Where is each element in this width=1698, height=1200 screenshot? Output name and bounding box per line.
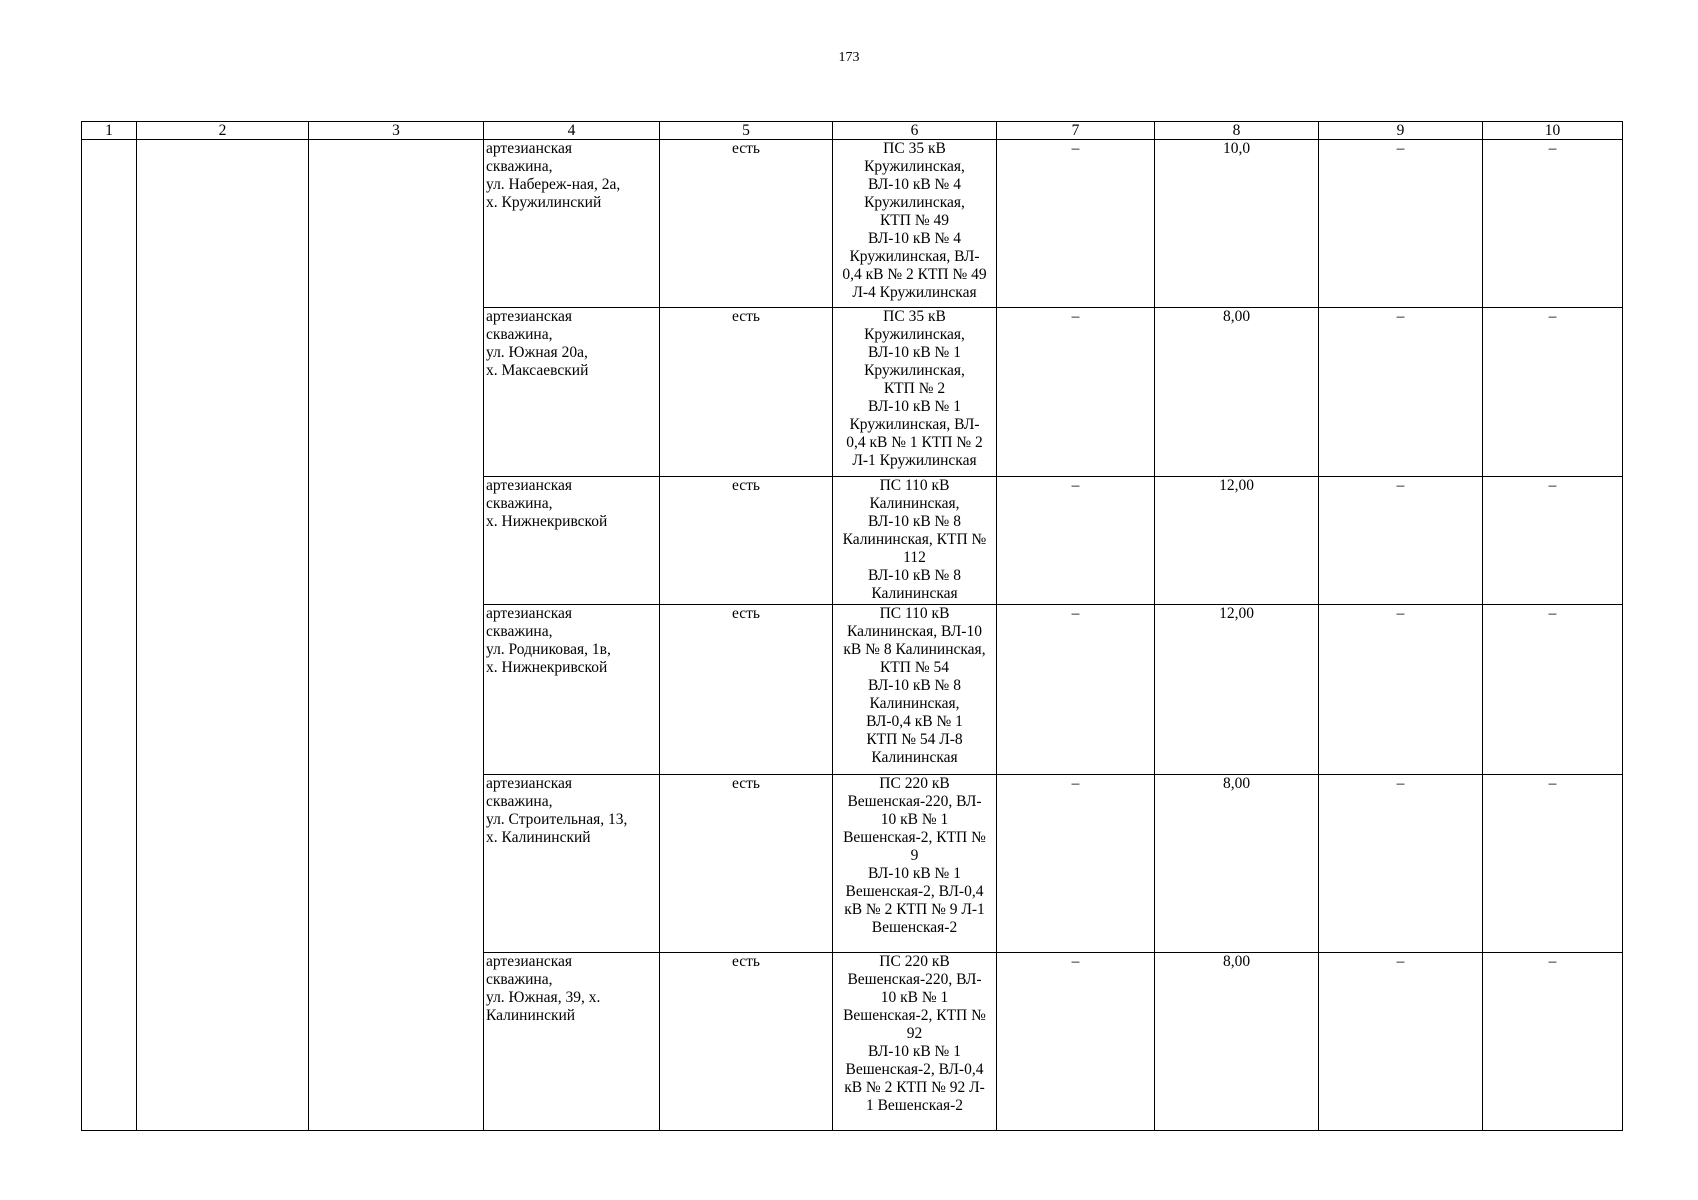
power-source-cell: ПС 220 кВ Вешенская-220, ВЛ- 10 кВ № 1 Вешенская-2, КТП № 9 ВЛ-10 кВ № 1 Вешенская-2, ВЛ-0,4 кВ № 2 КТП № 9 Л-1 Вешенская-2 bbox=[833, 775, 997, 953]
header-cell: 3 bbox=[309, 122, 484, 140]
cell-col8: 10,0 bbox=[1155, 140, 1319, 308]
object-cell: артезианская скважина, х. Нижнекривской bbox=[484, 477, 660, 605]
cell-col8: 12,00 bbox=[1155, 605, 1319, 775]
power-source-cell: ПС 110 кВ Калининская, ВЛ-10 кВ № 8 Калининская, КТП № 112 ВЛ-10 кВ № 8 Калининская bbox=[833, 477, 997, 605]
cell-col8: 8,00 bbox=[1155, 308, 1319, 477]
object-cell: артезианская скважина, ул. Южная 20а, х. Максаевский bbox=[484, 308, 660, 477]
header-cell: 7 bbox=[997, 122, 1155, 140]
merged-cell-col2 bbox=[137, 140, 309, 1131]
power-source-cell: ПС 220 кВ Вешенская-220, ВЛ- 10 кВ № 1 Вешенская-2, КТП № 92 ВЛ-10 кВ № 1 Вешенская-2, ВЛ-0,4 кВ № 2 КТП № 92 Л- 1 Вешенская-2 bbox=[833, 953, 997, 1131]
cell-col10: – bbox=[1483, 605, 1623, 775]
cell-col10: – bbox=[1483, 953, 1623, 1131]
object-cell: артезианская скважина, ул. Родниковая, 1в, х. Нижнекривской bbox=[484, 605, 660, 775]
header-cell: 5 bbox=[660, 122, 833, 140]
table-row bbox=[82, 140, 1623, 308]
header-cell: 9 bbox=[1319, 122, 1483, 140]
availability-cell: есть bbox=[660, 953, 833, 1131]
object-cell: артезианская скважина, ул. Строительная, 13, х. Калининский bbox=[484, 775, 660, 953]
cell-col9: – bbox=[1319, 477, 1483, 605]
document-table bbox=[81, 121, 1623, 1131]
availability-cell: есть bbox=[660, 477, 833, 605]
cell-col9: – bbox=[1319, 308, 1483, 477]
cell-col7: – bbox=[997, 140, 1155, 308]
cell-col7: – bbox=[997, 775, 1155, 953]
header-row bbox=[82, 122, 1623, 140]
cell-col8: 8,00 bbox=[1155, 953, 1319, 1131]
availability-cell: есть bbox=[660, 605, 833, 775]
cell-col10: – bbox=[1483, 308, 1623, 477]
cell-col7: – bbox=[997, 308, 1155, 477]
cell-col8: 8,00 bbox=[1155, 775, 1319, 953]
object-cell: артезианская скважина, ул. Набереж-ная, 2а, х. Кружилинский bbox=[484, 140, 660, 308]
power-source-cell: ПС 35 кВ Кружилинская, ВЛ-10 кВ № 1 Кружилинская, КТП № 2 ВЛ-10 кВ № 1 Кружилинская, ВЛ- 0,4 кВ № 1 КТП № 2 Л-1 Кружилинская bbox=[833, 308, 997, 477]
power-source-cell: ПС 110 кВ Калининская, ВЛ-10 кВ № 8 Калининская, КТП № 54 ВЛ-10 кВ № 8 Калининская, ВЛ-0,4 кВ № 1 КТП № 54 Л-8 Калининская bbox=[833, 605, 997, 775]
cell-col7: – bbox=[997, 953, 1155, 1131]
cell-col10: – bbox=[1483, 140, 1623, 308]
header-cell: 2 bbox=[137, 122, 309, 140]
header-cell: 4 bbox=[484, 122, 660, 140]
power-source-cell: ПС 35 кВ Кружилинская, ВЛ-10 кВ № 4 Кружилинская, КТП № 49 ВЛ-10 кВ № 4 Кружилинская, ВЛ- 0,4 кВ № 2 КТП № 49 Л-4 Кружилинская bbox=[833, 140, 997, 308]
merged-cell-col3 bbox=[309, 140, 484, 1131]
merged-cell-col1 bbox=[82, 140, 137, 1131]
header-cell: 1 bbox=[82, 122, 137, 140]
header-cell: 8 bbox=[1155, 122, 1319, 140]
availability-cell: есть bbox=[660, 140, 833, 308]
cell-col9: – bbox=[1319, 605, 1483, 775]
object-cell: артезианская скважина, ул. Южная, 39, х. Калининский bbox=[484, 953, 660, 1131]
cell-col8: 12,00 bbox=[1155, 477, 1319, 605]
cell-col9: – bbox=[1319, 953, 1483, 1131]
cell-col10: – bbox=[1483, 775, 1623, 953]
availability-cell: есть bbox=[660, 308, 833, 477]
header-cell: 10 bbox=[1483, 122, 1623, 140]
availability-cell: есть bbox=[660, 775, 833, 953]
cell-col10: – bbox=[1483, 477, 1623, 605]
cell-col7: – bbox=[997, 605, 1155, 775]
page-number: 173 bbox=[838, 50, 860, 65]
header-cell: 6 bbox=[833, 122, 997, 140]
cell-col9: – bbox=[1319, 775, 1483, 953]
cell-col7: – bbox=[997, 477, 1155, 605]
cell-col9: – bbox=[1319, 140, 1483, 308]
